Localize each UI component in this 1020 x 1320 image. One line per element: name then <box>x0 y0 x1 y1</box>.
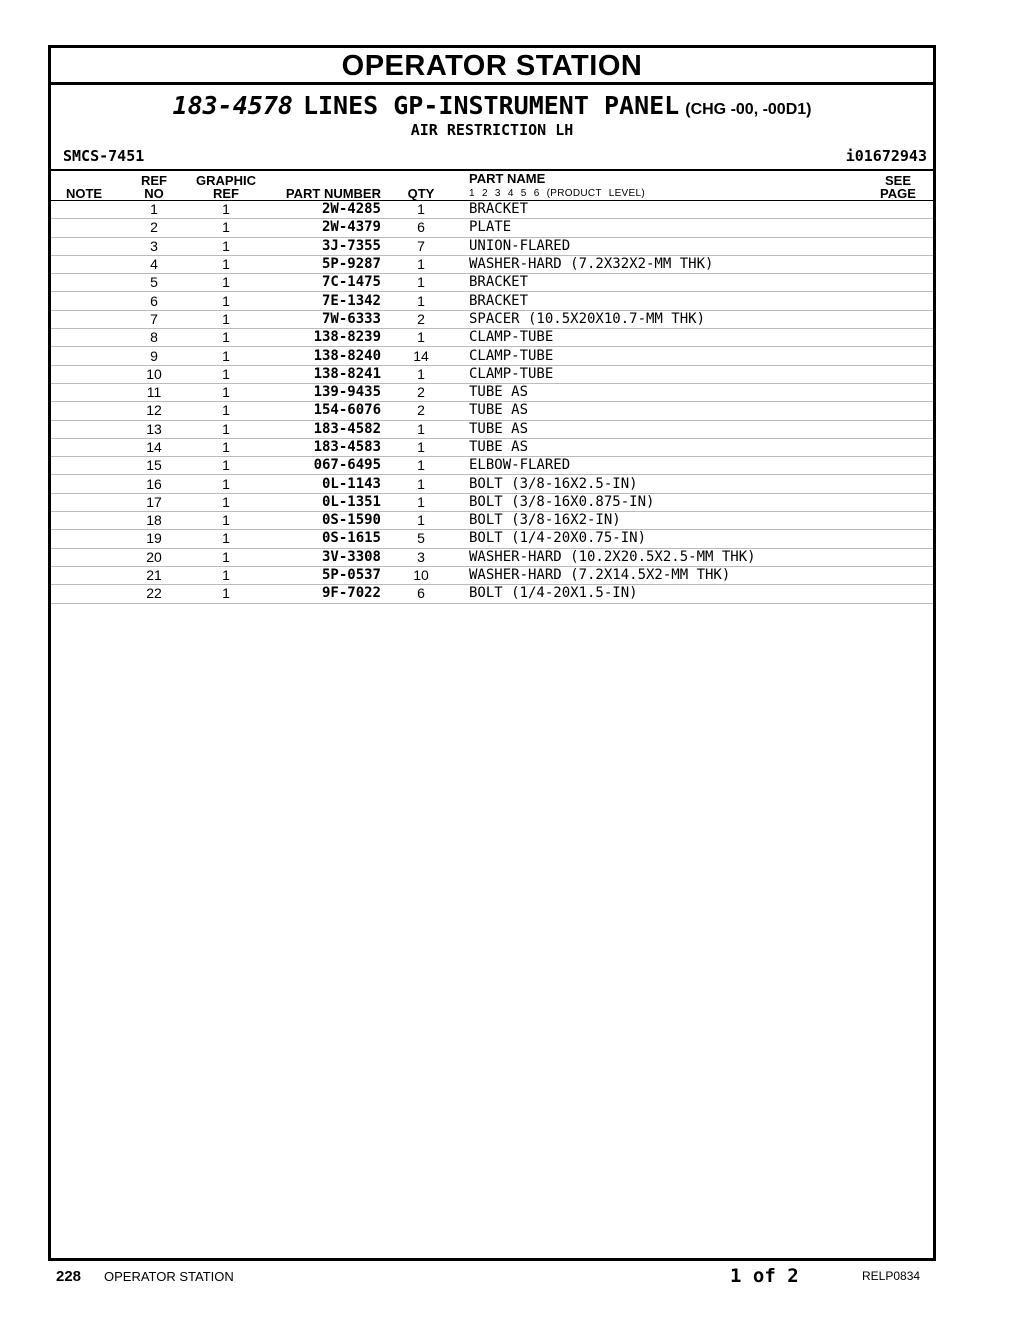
qty-cell: 10 <box>381 566 461 584</box>
qty-cell: 1 <box>381 274 461 292</box>
note-cell <box>51 566 117 584</box>
part-name-cell: PLATE <box>461 219 863 237</box>
ref-no-cell: 5 <box>117 274 191 292</box>
note-cell <box>51 512 117 530</box>
part-name-cell: CLAMP-TUBE <box>461 365 863 383</box>
part-number-cell: 2W-4285 <box>261 201 381 219</box>
part-name-cell: WASHER-HARD (7.2X32X2-MM THK) <box>461 255 863 273</box>
graphic-ref-cell: 1 <box>191 402 261 420</box>
qty-cell: 1 <box>381 438 461 456</box>
qty-cell: 3 <box>381 548 461 566</box>
table-row <box>51 329 933 347</box>
table-row <box>51 438 933 456</box>
note-cell <box>51 274 117 292</box>
ref-no-cell: 22 <box>117 585 191 603</box>
graphic-ref-cell: 1 <box>191 201 261 219</box>
see-page-cell <box>863 255 933 273</box>
col-ref-no: REF NO <box>117 171 191 201</box>
part-number-cell: 7W-6333 <box>261 310 381 328</box>
table-row <box>51 493 933 511</box>
group-subtitle: AIR RESTRICTION LH <box>410 121 574 139</box>
table-row <box>51 402 933 420</box>
qty-cell: 1 <box>381 255 461 273</box>
graphic-ref-cell: 1 <box>191 548 261 566</box>
graphic-ref-cell: 1 <box>191 365 261 383</box>
group-heading <box>51 91 933 121</box>
note-cell <box>51 475 117 493</box>
part-name-cell: WASHER-HARD (10.2X20.5X2.5-MM THK) <box>461 548 863 566</box>
table-row <box>51 475 933 493</box>
part-name-cell: TUBE AS <box>461 420 863 438</box>
ref-no-cell: 13 <box>117 420 191 438</box>
part-name-cell: SPACER (10.5X20X10.7-MM THK) <box>461 310 863 328</box>
part-number-cell: 7C-1475 <box>261 274 381 292</box>
note-cell <box>51 347 117 365</box>
note-cell <box>51 585 117 603</box>
graphic-ref-cell: 1 <box>191 310 261 328</box>
ref-no-cell: 20 <box>117 548 191 566</box>
note-cell <box>51 383 117 401</box>
col-graphic-ref: GRAPHIC REF <box>191 171 261 201</box>
graphic-ref-cell: 1 <box>191 237 261 255</box>
note-cell <box>51 548 117 566</box>
table-row <box>51 420 933 438</box>
qty-cell: 1 <box>381 420 461 438</box>
graphic-ref-cell: 1 <box>191 219 261 237</box>
qty-cell: 1 <box>381 457 461 475</box>
graphic-ref-cell: 1 <box>191 457 261 475</box>
part-number-cell: 138-8240 <box>261 347 381 365</box>
part-name-cell: UNION-FLARED <box>461 237 863 255</box>
part-name-cell: BOLT (3/8-16X2-IN) <box>461 512 863 530</box>
part-name-cell: TUBE AS <box>461 438 863 456</box>
graphic-ref-cell: 1 <box>191 347 261 365</box>
part-number-cell: 0L-1143 <box>261 475 381 493</box>
see-page-cell <box>863 512 933 530</box>
graphic-ref-cell: 1 <box>191 255 261 273</box>
part-number-cell: 0S-1590 <box>261 512 381 530</box>
part-name-cell: CLAMP-TUBE <box>461 347 863 365</box>
part-number-cell: 3V-3308 <box>261 548 381 566</box>
part-number-cell: 7E-1342 <box>261 292 381 310</box>
ref-no-cell: 14 <box>117 438 191 456</box>
qty-cell: 2 <box>381 310 461 328</box>
page-footer <box>0 1265 1020 1289</box>
ref-no-cell: 21 <box>117 566 191 584</box>
note-cell <box>51 201 117 219</box>
publication-id: RELP0834 <box>862 1269 921 1283</box>
note-cell <box>51 420 117 438</box>
table-row <box>51 347 933 365</box>
part-name-cell: TUBE AS <box>461 383 863 401</box>
col-qty: QTY <box>381 171 461 201</box>
part-number-cell: 138-8241 <box>261 365 381 383</box>
graphic-ref-cell: 1 <box>191 530 261 548</box>
col-see-page: SEE PAGE <box>863 171 933 201</box>
ref-no-cell: 6 <box>117 292 191 310</box>
code-line <box>51 145 933 171</box>
table-row <box>51 310 933 328</box>
part-name-cell: BOLT (3/8-16X0.875-IN) <box>461 493 863 511</box>
table-header-row <box>51 171 933 201</box>
group-change-level: (CHG -00, -00D1) <box>685 101 812 118</box>
note-cell <box>51 438 117 456</box>
part-number-cell: 139-9435 <box>261 383 381 401</box>
group-number: 183-4578 <box>172 91 293 120</box>
qty-cell: 5 <box>381 530 461 548</box>
table-row <box>51 292 933 310</box>
table-row <box>51 512 933 530</box>
smcs-code: SMCS-7451 <box>63 147 145 165</box>
part-name-cell: TUBE AS <box>461 402 863 420</box>
see-page-cell <box>863 566 933 584</box>
graphic-ref-cell: 1 <box>191 493 261 511</box>
illustration-id: i01672943 <box>845 147 927 165</box>
table-row <box>51 365 933 383</box>
qty-cell: 1 <box>381 201 461 219</box>
graphic-ref-cell: 1 <box>191 383 261 401</box>
part-name-cell: BOLT (1/4-20X0.75-IN) <box>461 530 863 548</box>
see-page-cell <box>863 347 933 365</box>
graphic-ref-cell: 1 <box>191 438 261 456</box>
ref-no-cell: 9 <box>117 347 191 365</box>
see-page-cell <box>863 310 933 328</box>
table-row <box>51 585 933 603</box>
part-number-cell: 0L-1351 <box>261 493 381 511</box>
part-name-cell: BOLT (3/8-16X2.5-IN) <box>461 475 863 493</box>
part-name-cell: BRACKET <box>461 274 863 292</box>
sheet-indicator: 1 of 2 <box>730 1265 799 1287</box>
part-number-cell: 5P-0537 <box>261 566 381 584</box>
see-page-cell <box>863 329 933 347</box>
part-number-cell: 183-4582 <box>261 420 381 438</box>
page-number: 228 <box>56 1268 82 1285</box>
part-number-cell: 0S-1615 <box>261 530 381 548</box>
qty-cell: 1 <box>381 365 461 383</box>
qty-cell: 1 <box>381 493 461 511</box>
see-page-cell <box>863 383 933 401</box>
part-name-cell: BRACKET <box>461 201 863 219</box>
see-page-cell <box>863 475 933 493</box>
ref-no-cell: 10 <box>117 365 191 383</box>
part-number-cell: 3J-7355 <box>261 237 381 255</box>
ref-no-cell: 7 <box>117 310 191 328</box>
see-page-cell <box>863 493 933 511</box>
col-part-name: PART NAME 1 2 3 4 5 6 (PRODUCT LEVEL) <box>461 171 863 201</box>
see-page-cell <box>863 292 933 310</box>
ref-no-cell: 4 <box>117 255 191 273</box>
document-frame <box>48 45 936 1261</box>
qty-cell: 6 <box>381 219 461 237</box>
part-number-cell: 183-4583 <box>261 438 381 456</box>
ref-no-cell: 1 <box>117 201 191 219</box>
qty-cell: 1 <box>381 329 461 347</box>
note-cell <box>51 219 117 237</box>
part-number-cell: 2W-4379 <box>261 219 381 237</box>
qty-cell: 7 <box>381 237 461 255</box>
graphic-ref-cell: 1 <box>191 420 261 438</box>
see-page-cell <box>863 585 933 603</box>
ref-no-cell: 15 <box>117 457 191 475</box>
part-name-cell: BRACKET <box>461 292 863 310</box>
table-row <box>51 457 933 475</box>
table-row <box>51 530 933 548</box>
ref-no-cell: 11 <box>117 383 191 401</box>
see-page-cell <box>863 201 933 219</box>
col-note: NOTE <box>51 171 117 201</box>
see-page-cell <box>863 402 933 420</box>
part-number-cell: 5P-9287 <box>261 255 381 273</box>
note-cell <box>51 402 117 420</box>
ref-no-cell: 16 <box>117 475 191 493</box>
table-row <box>51 237 933 255</box>
note-cell <box>51 457 117 475</box>
qty-cell: 6 <box>381 585 461 603</box>
table-row <box>51 201 933 219</box>
part-name-cell: WASHER-HARD (7.2X14.5X2-MM THK) <box>461 566 863 584</box>
table-row <box>51 255 933 273</box>
ref-no-cell: 3 <box>117 237 191 255</box>
graphic-ref-cell: 1 <box>191 292 261 310</box>
table-row <box>51 219 933 237</box>
note-cell <box>51 493 117 511</box>
graphic-ref-cell: 1 <box>191 566 261 584</box>
see-page-cell <box>863 530 933 548</box>
see-page-cell <box>863 274 933 292</box>
qty-cell: 2 <box>381 383 461 401</box>
graphic-ref-cell: 1 <box>191 329 261 347</box>
qty-cell: 14 <box>381 347 461 365</box>
graphic-ref-cell: 1 <box>191 585 261 603</box>
part-number-cell: 067-6495 <box>261 457 381 475</box>
qty-cell: 1 <box>381 512 461 530</box>
see-page-cell <box>863 457 933 475</box>
ref-no-cell: 8 <box>117 329 191 347</box>
product-levels: 1 2 3 4 5 6 (PRODUCT LEVEL) <box>469 188 645 199</box>
note-cell <box>51 255 117 273</box>
note-cell <box>51 329 117 347</box>
graphic-ref-cell: 1 <box>191 475 261 493</box>
part-number-cell: 154-6076 <box>261 402 381 420</box>
note-cell <box>51 365 117 383</box>
see-page-cell <box>863 548 933 566</box>
graphic-ref-cell: 1 <box>191 512 261 530</box>
ref-no-cell: 19 <box>117 530 191 548</box>
table-row <box>51 566 933 584</box>
qty-cell: 1 <box>381 292 461 310</box>
ref-no-cell: 18 <box>117 512 191 530</box>
table-row <box>51 383 933 401</box>
ref-no-cell: 2 <box>117 219 191 237</box>
see-page-cell <box>863 365 933 383</box>
part-number-cell: 9F-7022 <box>261 585 381 603</box>
part-name-cell: BOLT (1/4-20X1.5-IN) <box>461 585 863 603</box>
part-name-cell: CLAMP-TUBE <box>461 329 863 347</box>
ref-no-cell: 12 <box>117 402 191 420</box>
note-cell <box>51 237 117 255</box>
graphic-ref-cell: 1 <box>191 274 261 292</box>
section-title: OPERATOR STATION <box>51 48 933 85</box>
note-cell <box>51 530 117 548</box>
part-name-cell: ELBOW-FLARED <box>461 457 863 475</box>
see-page-cell <box>863 438 933 456</box>
col-part-number: PART NUMBER <box>261 171 381 201</box>
part-number-cell: 138-8239 <box>261 329 381 347</box>
see-page-cell <box>863 219 933 237</box>
see-page-cell <box>863 420 933 438</box>
table-row <box>51 548 933 566</box>
group-name: LINES GP-INSTRUMENT PANEL <box>302 91 680 120</box>
footer-section: OPERATOR STATION <box>104 1269 234 1284</box>
table-row <box>51 274 933 292</box>
see-page-cell <box>863 237 933 255</box>
note-cell <box>51 292 117 310</box>
qty-cell: 1 <box>381 475 461 493</box>
qty-cell: 2 <box>381 402 461 420</box>
parts-table <box>51 171 933 604</box>
ref-no-cell: 17 <box>117 493 191 511</box>
note-cell <box>51 310 117 328</box>
